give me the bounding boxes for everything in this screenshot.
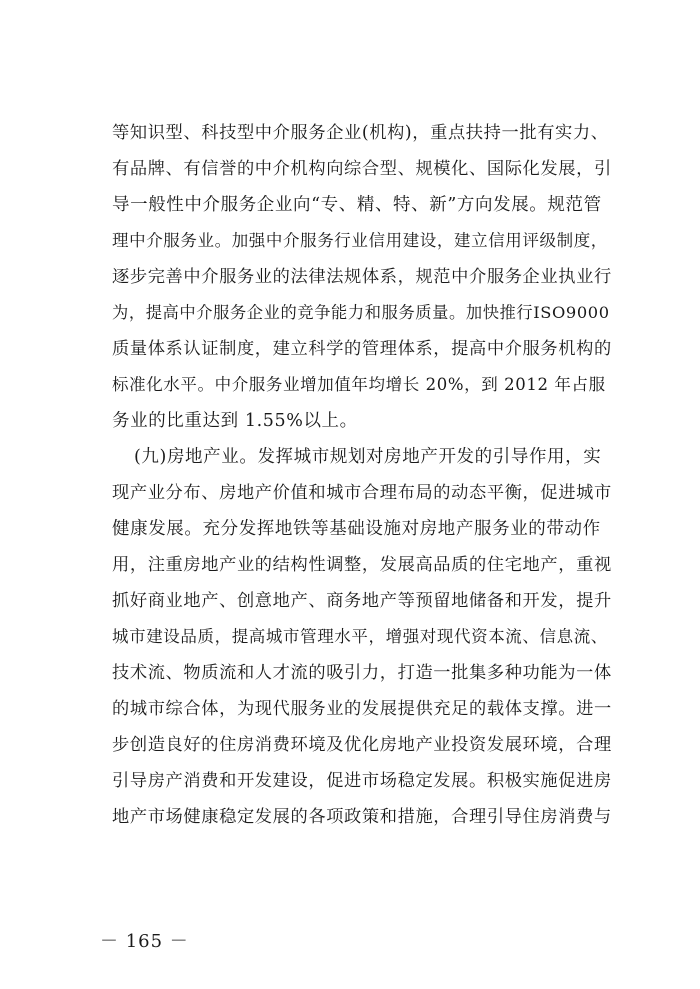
text-line: 用，注重房地产业的结构性调整，发展高品质的住宅地产，重视	[112, 555, 612, 575]
text-line: 技术流、物质流和人才流的吸引力，打造一批集多种功能为一体	[112, 663, 612, 683]
text-line: 为，提高中介服务企业的竞争能力和服务质量。加快推行ISO9000	[112, 303, 610, 322]
text-line: 城市建设品质，提高城市管理水平，增强对现代资本流、信息流、	[112, 627, 608, 646]
text-line: 抓好商业地产、创意地产、商务地产等预留地储备和开发，提升	[112, 591, 612, 611]
text-line: 理中介服务业。加强中介服务行业信用建设，建立信用评级制度，	[112, 231, 608, 250]
text-line: 导一般性中介服务企业向“专、精、特、新”方向发展。规范管	[112, 195, 602, 215]
text-line: 的城市综合体，为现代服务业的发展提供充足的载体支撑。进一	[112, 699, 612, 719]
text-line: 引导房产消费和开发建设，促进市场稳定发展。积极实施促进房	[112, 771, 612, 791]
text-line: 等知识型、科技型中介服务企业(机构)，重点扶持一批有实力、	[112, 123, 609, 143]
text-line: 有品牌、有信誉的中介机构向综合型、规模化、国际化发展，引	[112, 159, 612, 179]
text-line: 步创造良好的住房消费环境及优化房地产业投资发展环境，合理	[112, 735, 612, 755]
text-line: 逐步完善中介服务业的法律法规体系，规范中介服务企业执业行	[112, 267, 612, 287]
page-number: － 165 －	[100, 931, 189, 952]
text-line: 地产市场健康稳定发展的各项政策和措施，合理引导住房消费与	[112, 807, 612, 827]
text-line: 健康发展。充分发挥地铁等基础设施对房地产服务业的带动作	[112, 519, 601, 539]
section-heading-line: (九)房地产业。发挥城市规划对房地产开发的引导作用，实	[134, 447, 602, 467]
text-line: 务业的比重达到 1.55%以上。	[112, 411, 358, 431]
text-line: 质量体系认证制度，建立科学的管理体系，提高中介服务机构的	[112, 339, 612, 359]
text-line: 标准化水平。中介服务业增加值年均增长 20%，到 2012 年占服	[112, 375, 606, 394]
text-line: 现产业分布、房地产价值和城市合理布局的动态平衡，促进城市	[112, 483, 612, 503]
